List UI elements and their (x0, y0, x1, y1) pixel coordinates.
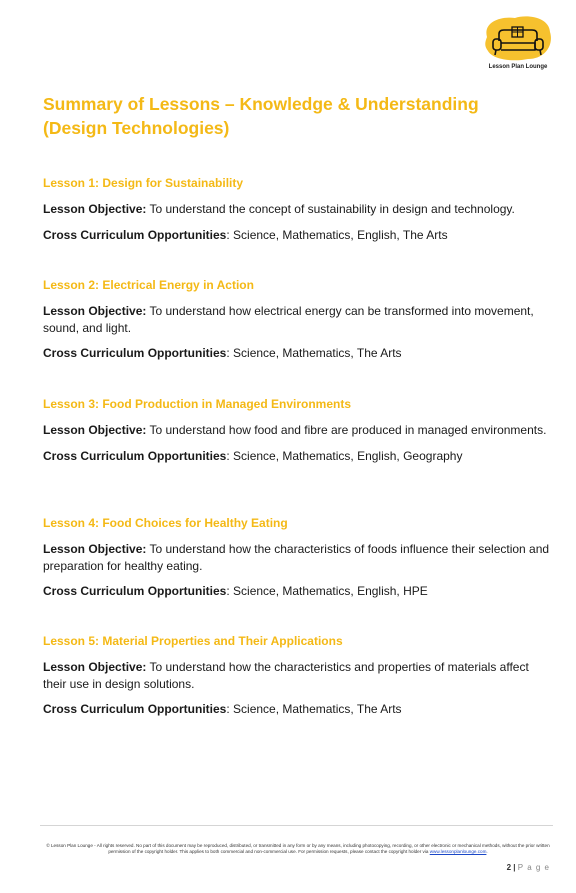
page-label: P a g e (517, 863, 550, 872)
objective-text: To understand how the characteristics and properties of materials affect their use in design solutions. (43, 660, 529, 691)
objective-label: Lesson Objective: (43, 660, 147, 674)
cross-curriculum-text: : Science, Mathematics, English, HPE (226, 584, 428, 598)
website-link[interactable]: www.lessonplanlounge.com (429, 849, 487, 855)
lesson-plan-lounge-logo (481, 15, 555, 75)
objective-label: Lesson Objective: (43, 542, 147, 556)
objective-text: To understand how electrical energy can be transformed into movement, sound, and light. (43, 304, 534, 335)
lesson-title: Lesson 4: Food Choices for Healthy Eating (43, 516, 288, 530)
lesson-block (43, 515, 553, 600)
cross-curriculum (43, 448, 553, 465)
cross-curriculum-label: Cross Curriculum Opportunities (43, 227, 227, 242)
link-suffix: . (486, 849, 488, 855)
cross-curriculum-text: : Science, Mathematics, The Arts (226, 702, 402, 716)
lesson-block (43, 633, 553, 718)
cross-curriculum (43, 227, 553, 244)
cross-curriculum (43, 345, 553, 362)
cross-curriculum-label: Cross Curriculum Opportunities (43, 448, 227, 463)
objective-text: To understand how the characteristics of foods influence their selection and preparation for healthy eating. (43, 542, 550, 573)
objective-text: To understand the concept of sustainability in design and technology. (149, 202, 515, 216)
lesson-title: Lesson 1: Design for Sustainability (43, 176, 244, 190)
page-number (507, 863, 550, 872)
sofa-logo-icon (481, 15, 555, 65)
cross-curriculum-text: : Science, Mathematics, The Arts (226, 346, 402, 360)
cross-curriculum-label: Cross Curriculum Opportunities (43, 702, 227, 716)
lesson-objective (43, 201, 553, 218)
lesson-block (43, 175, 553, 243)
lesson-title: Lesson 5: Material Properties and Their Applications (43, 634, 343, 648)
lesson-block (43, 396, 553, 464)
lesson-title: Lesson 2: Electrical Energy in Action (43, 278, 254, 292)
objective-label: Lesson Objective: (43, 304, 147, 318)
objective-label: Lesson Objective: (43, 423, 147, 437)
lesson-objective (43, 422, 553, 439)
cross-curriculum (43, 701, 553, 718)
page-number-value: 2 (506, 863, 512, 872)
cross-curriculum-label: Cross Curriculum Opportunities (43, 346, 227, 360)
page-title: Summary of Lessons – Knowledge & Understanding (Design Technologies) (43, 94, 479, 138)
cross-curriculum (43, 583, 553, 600)
copyright-notice (43, 843, 553, 856)
lesson-objective (43, 303, 553, 336)
objective-label: Lesson Objective: (43, 202, 147, 216)
lesson-objective (43, 659, 553, 692)
cross-curriculum-text: : Science, Mathematics, English, Geography (226, 448, 463, 463)
lesson-objective (43, 541, 553, 574)
objective-text: To understand how food and fibre are produced in managed environments. (149, 423, 547, 437)
copyright-text: © Lesson Plan Lounge - All rights reserved. No part of this document may be reproduced, distributed, or transmitted in any form or by any means, including photocopying, recording, or other electronic or mechanical methods, without the prior written permission of the copyright holder. This applies to both commercial and non-commercial use. For permission requests, please contact the copyright holder via (46, 843, 550, 855)
lesson-title: Lesson 3: Food Production in Managed Environments (43, 397, 352, 411)
page-separator: | (513, 863, 516, 872)
logo-wordmark: Lesson Plan Lounge (488, 64, 548, 70)
cross-curriculum-label: Cross Curriculum Opportunities (43, 584, 227, 598)
cross-curriculum-text: : Science, Mathematics, English, The Arts (226, 227, 448, 242)
footer-divider (40, 825, 553, 826)
lesson-block (43, 277, 553, 362)
